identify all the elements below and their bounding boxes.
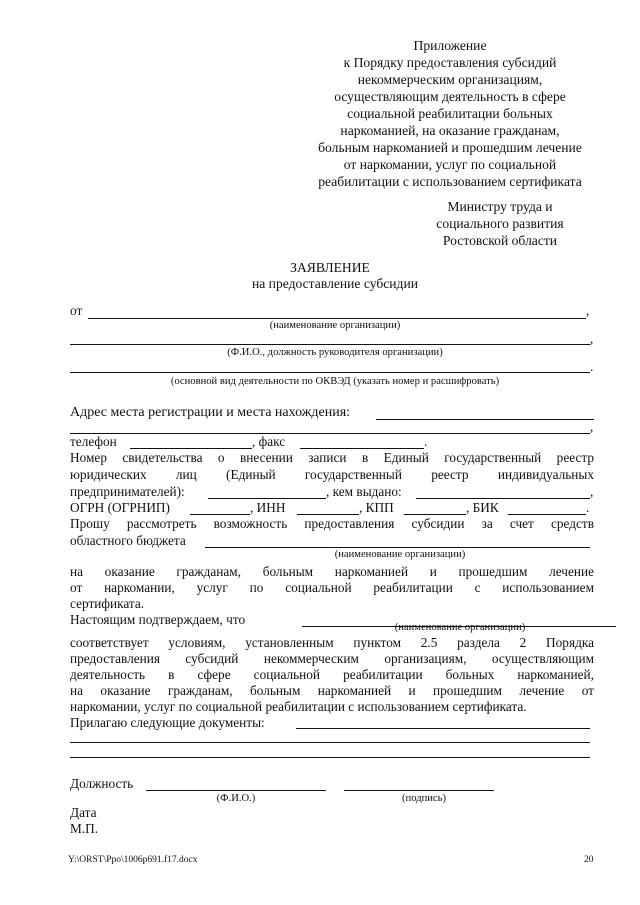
head-caption: (Ф.И.О., должность руководителя организации) (227, 347, 443, 358)
ogrn-field[interactable] (190, 514, 250, 515)
footer-file-path: Y:\ORST\Ppo\1006p691.f17.docx (68, 855, 198, 865)
request-org-field[interactable] (205, 547, 590, 548)
ogrn-label: ОГРН (ОГРНИП) (70, 500, 170, 515)
fio-field[interactable] (146, 790, 326, 791)
kpp-field[interactable] (404, 514, 466, 515)
egrul-number-field[interactable] (208, 498, 326, 499)
period: . (424, 434, 428, 449)
address-label: Адрес места регистрации и места нахождения: (70, 405, 351, 420)
egrul-line-3a: предпринимателей): (70, 484, 185, 499)
signature-field[interactable] (344, 790, 494, 791)
okved-caption: (основной вид деятельности по ОКВЭД (указать номер и расшифровать) (170, 376, 500, 387)
confirm-line-4: на оказание гражданам, больным наркоманией и прошедшим лечение от (70, 683, 594, 698)
position-label: Должность (70, 776, 134, 791)
request-line-2: областного бюджета (70, 533, 186, 548)
kpp-label: , КПП (359, 500, 394, 515)
confirm-line-2: предоставления субсидий некоммерческим организациям, осуществляющим (70, 651, 594, 666)
period: . (586, 500, 590, 515)
date-label: Дата (70, 805, 97, 820)
appendix-line: Приложение (413, 38, 487, 53)
confirm-line-5: наркомании, услуг по социальной реабилитации с использованием сертификата. (70, 699, 527, 714)
phone-field[interactable] (130, 448, 252, 449)
bik-label: , БИК (466, 500, 499, 515)
addressee-line: Ростовской области (442, 233, 558, 248)
appendix-line: реабилитации с использованием сертификата (318, 174, 582, 189)
attachments-field-1[interactable] (296, 728, 590, 729)
confirm-line-3: деятельность в сфере социальной реабилитации больных наркоманией, (70, 667, 594, 682)
appendix-line: социальной реабилитации больных (347, 106, 553, 121)
issued-by-field[interactable] (416, 498, 590, 499)
confirm-line-1: соответствует условиям, установленным пунктом 2.5 раздела 2 Порядка (70, 635, 594, 650)
okved-field[interactable] (70, 372, 590, 373)
document-title: ЗАЯВЛЕНИЕ (290, 260, 370, 275)
from-label: от (70, 303, 83, 318)
purpose-line-3: сертификата. (70, 596, 145, 611)
comma: , (590, 484, 594, 499)
phone-label: телефон (70, 434, 117, 449)
egrul-line-2: юридических лиц (Единый государственный реестр индивидуальных (70, 467, 594, 482)
org-name-caption-2: (наименование организации) (334, 549, 466, 560)
appendix-line: от наркомании, услуг по социальной (343, 157, 557, 172)
document-subtitle: на предоставление субсидии (251, 276, 419, 291)
addressee-line: социального развития (436, 216, 564, 231)
org-name-caption-3: (наименование организации) (394, 622, 526, 633)
fax-field[interactable] (300, 448, 424, 449)
purpose-line-1: на оказание гражданам, больным наркоманией и прошедшим лечение (70, 564, 594, 579)
purpose-line-2: от наркомании, услуг по социальной реабилитации с использованием (70, 580, 594, 595)
attach-label: Прилагаю следующие документы: (70, 715, 265, 730)
egrul-line-1: Номер свидетельства о внесении записи в Единый государственный реестр (70, 450, 594, 465)
inn-label: , ИНН (250, 500, 286, 515)
org-name-field[interactable] (88, 318, 586, 319)
signature-caption: (подпись) (402, 793, 446, 804)
egrul-line-3b: , кем выдано: (326, 484, 402, 499)
bik-field[interactable] (508, 514, 586, 515)
inn-field[interactable] (297, 514, 359, 515)
attachments-field-2[interactable] (70, 742, 590, 743)
address-field[interactable] (376, 419, 594, 420)
addressee-line: Министру труда и (447, 199, 553, 214)
appendix-line: осуществляющим деятельность в сфере (334, 89, 566, 104)
page-number: 20 (584, 855, 594, 865)
appendix-line: наркоманией, на оказание гражданам, (340, 123, 560, 138)
appendix-line: к Порядку предоставления субсидий (343, 55, 557, 70)
fio-caption: (Ф.И.О.) (216, 793, 256, 804)
stamp-label: М.П. (70, 821, 99, 836)
appendix-line: некоммерческим организациям, (357, 72, 543, 87)
request-line-1: Прошу рассмотреть возможность предоставления субсидии за счет средств (70, 516, 594, 531)
confirm-label: Настоящим подтверждаем, что (70, 612, 246, 627)
address-field-2[interactable] (70, 433, 590, 434)
comma: , (590, 331, 594, 346)
head-field[interactable] (70, 344, 590, 345)
org-name-caption: (наименование организации) (269, 320, 401, 331)
attachments-field-3[interactable] (70, 757, 590, 758)
appendix-line: больным наркоманией и прошедшим лечение (318, 140, 582, 155)
comma: , (586, 303, 590, 318)
fax-label: , факс (252, 434, 286, 449)
comma: , (590, 419, 594, 434)
period: . (590, 359, 594, 374)
